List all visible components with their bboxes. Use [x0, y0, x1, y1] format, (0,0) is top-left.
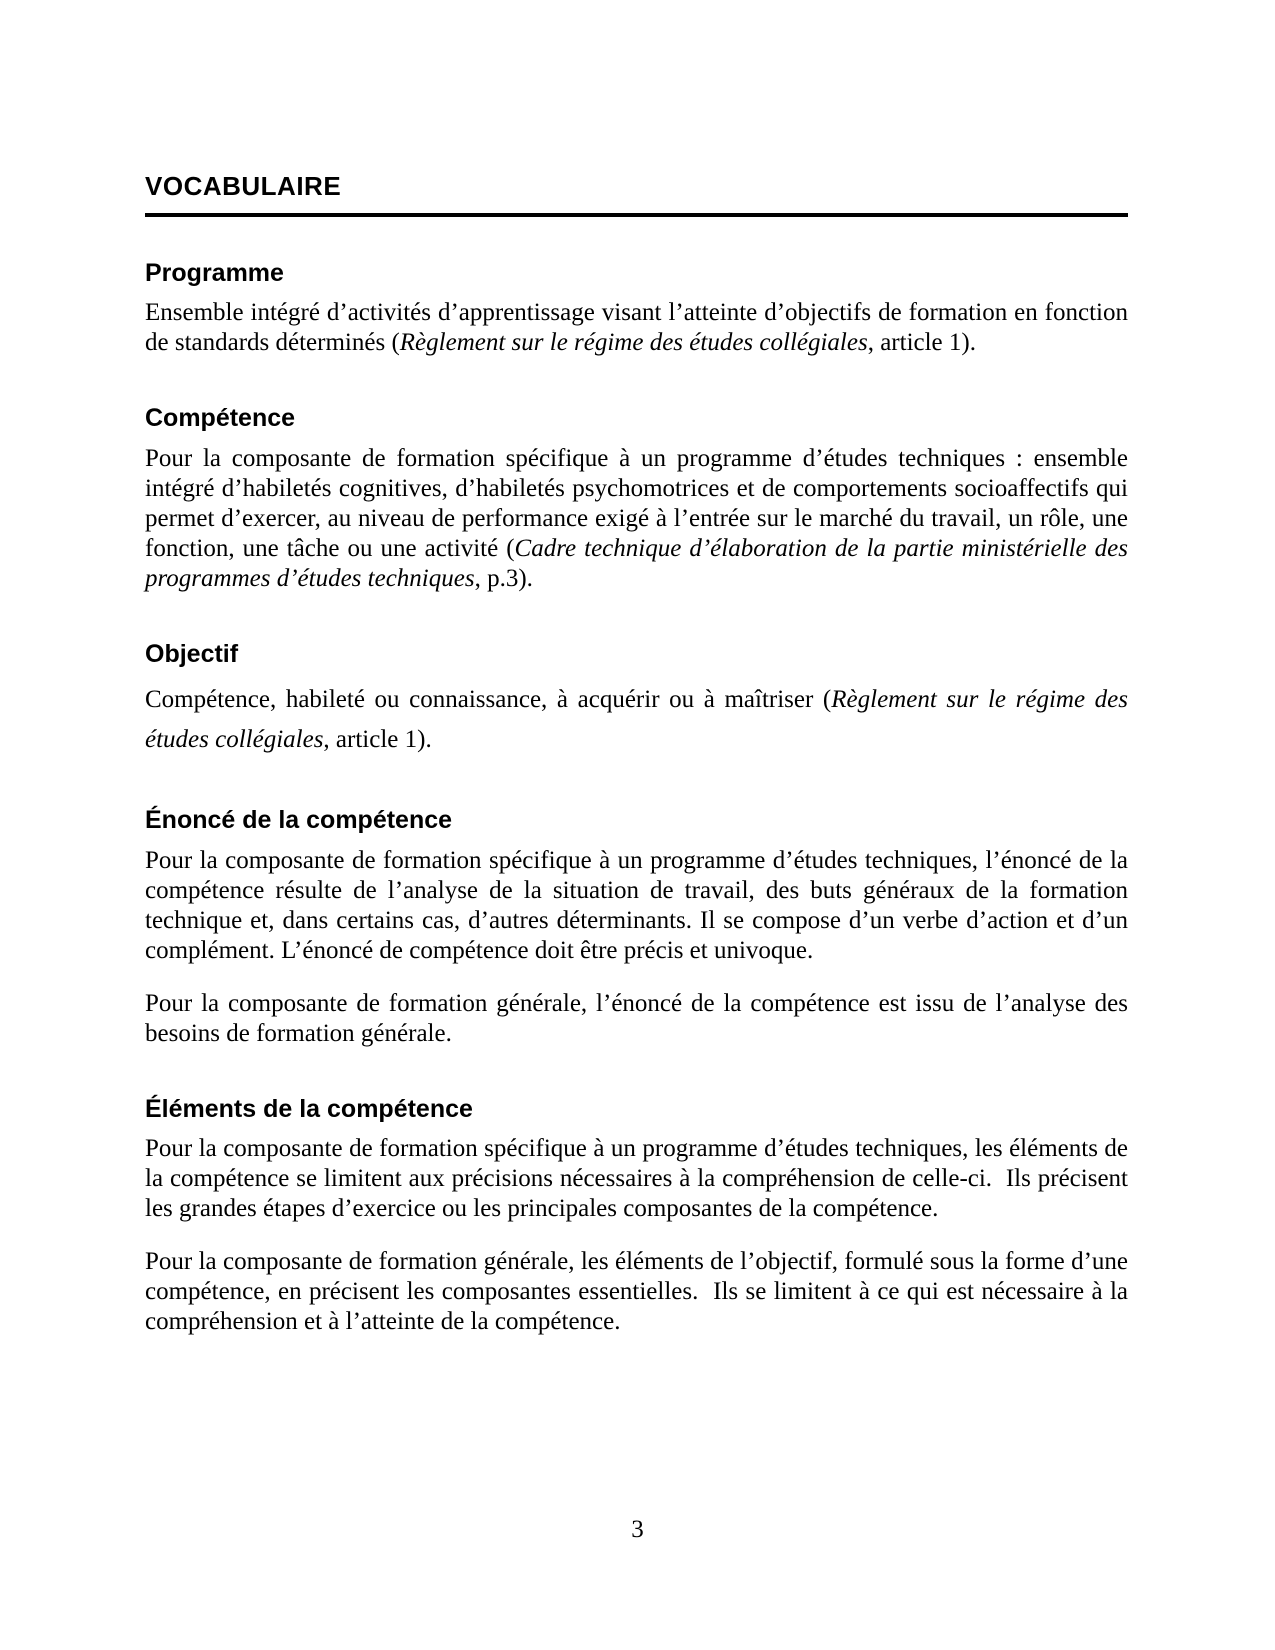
section-programme	[145, 259, 1128, 359]
paragraph	[145, 444, 1128, 594]
section-heading-enonce-de-la-competence: Énoncé de la compétence	[145, 805, 453, 834]
section-enonce-de-la-competence	[145, 806, 1128, 1049]
paragraph	[145, 680, 1128, 760]
page-number: 3	[631, 1516, 644, 1543]
text-run: , p.3).	[474, 565, 533, 593]
paragraph	[145, 1134, 1128, 1224]
text-run: Compétence, habileté ou connaissance, à acquérir ou à maîtriser (	[145, 685, 832, 713]
paragraph	[145, 989, 1128, 1049]
title-rule	[145, 213, 1128, 217]
section-elements-de-la-competence	[145, 1095, 1128, 1338]
text-run: Pour la composante de formation générale, l’énoncé de la compétence est issu de l’analyse des besoins de formation générale.	[145, 989, 1128, 1047]
paragraph	[145, 846, 1128, 966]
text-run: Ensemble intégré d’activités d’apprentissage visant l’atteinte d’objectifs de formation en fonction de standards déterminés (	[145, 299, 1128, 357]
text-run: Pour la composante de formation spécifique à un programme d’études techniques, les éléments de la compétence se limitent aux précisions nécessaires à la compréhension de celle-ci. Ils précisent les grandes étapes d’exercice ou les principales composantes de la compétence.	[145, 1135, 1128, 1223]
section-heading-elements-de-la-competence: Éléments de la compétence	[145, 1094, 473, 1123]
document-content	[145, 172, 1128, 1383]
paragraph	[145, 298, 1128, 358]
text-run: Pour la composante de formation générale, les éléments de l’objectif, formulé sous la forme d’une compétence, en précisent les composantes essentielles. Ils se limitent à ce qui est nécessaire à la compréhension et à l’atteinte de la compétence.	[145, 1248, 1128, 1336]
paragraph	[145, 1247, 1128, 1337]
section-heading-programme: Programme	[145, 258, 284, 287]
text-run: Pour la composante de formation spécifique à un programme d’études techniques : ensemble intégré d’habiletés cognitives, d’habiletés psychomotrices et de comportements socioaffectifs qui permet d’exercer, au niveau de performance exigé à l’entrée sur le marché du travail, un rôle, une fonction, une tâche ou une activité (	[145, 445, 1128, 563]
section-competence	[145, 404, 1128, 594]
section-heading-objectif: Objectif	[145, 640, 239, 669]
italic-text-run: Règlement sur le régime des études collégiales	[145, 685, 1128, 753]
italic-text-run: Cadre technique d’élaboration de la partie ministérielle des programmes d’études techniques	[145, 535, 1128, 593]
text-run: , article 1).	[323, 725, 432, 753]
section-heading-competence: Compétence	[145, 404, 296, 433]
page-title: VOCABULAIRE	[145, 171, 342, 201]
text-run: , article 1).	[867, 329, 976, 357]
section-objectif	[145, 640, 1128, 760]
document-body	[145, 259, 1128, 1338]
text-run: Pour la composante de formation spécifique à un programme d’études techniques, l’énoncé de la compétence résulte de l’analyse de la situation de travail, des buts généraux de la formation technique et, dans certains cas, d’autres déterminants. Il se compose d’un verbe d’action et d’un complément. L’énoncé de compétence doit être précis et univoque.	[145, 846, 1128, 964]
italic-text-run: Règlement sur le régime des études collégiales	[399, 329, 868, 357]
